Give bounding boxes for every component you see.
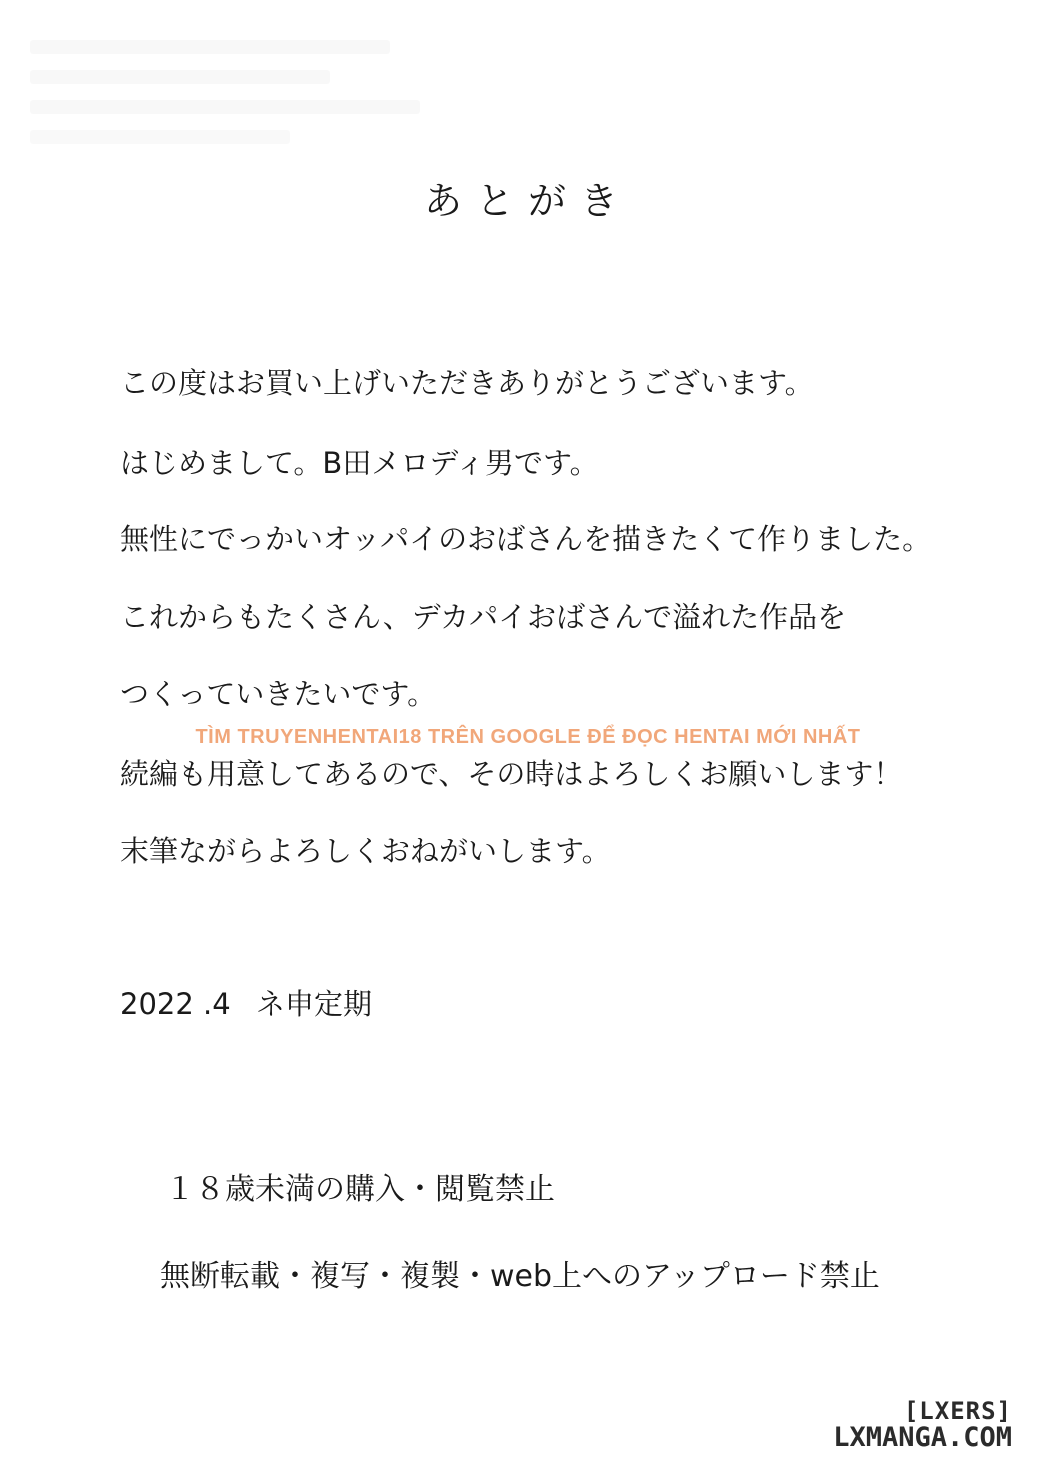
signature-author: ネ申定期 <box>256 987 373 1021</box>
logo-line-1: [LXERS] <box>903 1397 1012 1425</box>
paragraph-line: これからもたくさん、デカパイおばさんで溢れた作品を <box>120 600 847 634</box>
site-logo <box>833 1399 1012 1453</box>
watermark-text: TÌM TRUYENHENTAI18 TRÊN GOOGLE ĐỂ ĐỌC HENTAI MỚI NHẤT <box>195 726 861 748</box>
signature-date: 2022 .4 <box>120 987 231 1021</box>
paragraph-line: この度はお買い上げいただきありがとうございます。 <box>120 366 814 400</box>
paragraph-line: 無性にでっかいオッパイのおばさんを描きたくて作りました。 <box>120 522 932 556</box>
page-title: あとがき <box>423 179 632 223</box>
paragraph-line: 末筆ながらよろしくおねがいします。 <box>120 834 611 868</box>
paragraph-line: つくっていきたいです。 <box>120 677 437 711</box>
copyright-notice: 無断転載・複写・複製・web上へのアップロード禁止 <box>160 1259 880 1294</box>
paragraph-line: 続編も用意してあるので、その時はよろしくお願いします！ <box>120 757 903 791</box>
logo-line-2: LXMANGA.COM <box>833 1422 1012 1454</box>
age-restriction-notice: １８歳未満の購入・閲覧禁止 <box>165 1172 555 1207</box>
faded-background-text <box>30 40 450 180</box>
paragraph-line: はじめまして。B田メロディ男です。 <box>120 446 599 480</box>
